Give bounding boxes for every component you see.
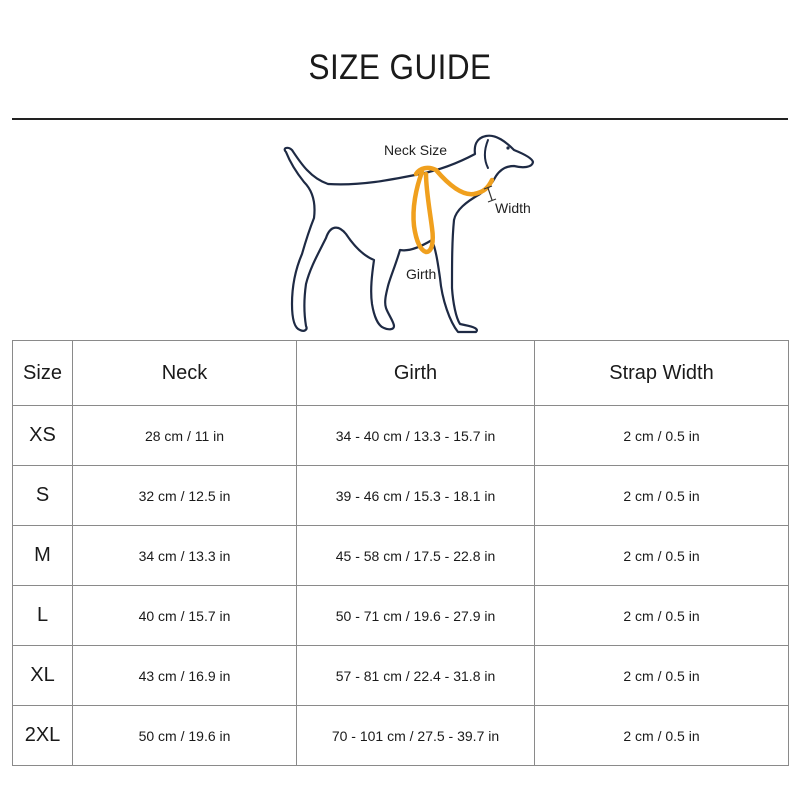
strap-width-cell: 2 cm / 0.5 in — [535, 646, 789, 706]
table-header-row — [13, 341, 789, 406]
header-strap-width: Strap Width — [535, 341, 789, 406]
size-cell: XS — [13, 406, 73, 466]
strap-width-cell: 2 cm / 0.5 in — [535, 586, 789, 646]
girth-cell: 34 - 40 cm / 13.3 - 15.7 in — [297, 406, 535, 466]
girth-cell: 50 - 71 cm / 19.6 - 27.9 in — [297, 586, 535, 646]
strap-width-cell: 2 cm / 0.5 in — [535, 466, 789, 526]
size-cell: M — [13, 526, 73, 586]
header-girth: Girth — [297, 341, 535, 406]
neck-cell: 40 cm / 15.7 in — [73, 586, 297, 646]
neck-size-label: Neck Size — [384, 142, 448, 158]
dog-outline — [285, 136, 533, 332]
girth-cell: 45 - 58 cm / 17.5 - 22.8 in — [297, 526, 535, 586]
header-size: Size — [13, 341, 73, 406]
neck-cell: 28 cm / 11 in — [73, 406, 297, 466]
title-divider — [12, 118, 788, 120]
width-label: Width — [495, 200, 531, 216]
table-row — [13, 466, 789, 526]
table-row — [13, 586, 789, 646]
dog-measurement-figure — [270, 128, 540, 338]
size-cell: L — [13, 586, 73, 646]
girth-label: Girth — [406, 266, 437, 282]
neck-cell: 50 cm / 19.6 in — [73, 706, 297, 766]
size-cell: S — [13, 466, 73, 526]
neck-cell: 34 cm / 13.3 in — [73, 526, 297, 586]
dog-eye — [506, 146, 509, 149]
strap-width-cell: 2 cm / 0.5 in — [535, 406, 789, 466]
page-title: SIZE GUIDE — [308, 48, 492, 87]
dog-illustration — [270, 128, 540, 338]
table-row — [13, 406, 789, 466]
neck-cell: 32 cm / 12.5 in — [73, 466, 297, 526]
strap-width-cell: 2 cm / 0.5 in — [535, 706, 789, 766]
size-cell: 2XL — [13, 706, 73, 766]
dog-ear — [485, 140, 488, 168]
size-table — [12, 340, 789, 766]
neck-cell: 43 cm / 16.9 in — [73, 646, 297, 706]
table-row — [13, 706, 789, 766]
table-row — [13, 646, 789, 706]
size-cell: XL — [13, 646, 73, 706]
strap-width-cell: 2 cm / 0.5 in — [535, 526, 789, 586]
header-neck: Neck — [73, 341, 297, 406]
girth-cell: 39 - 46 cm / 15.3 - 18.1 in — [297, 466, 535, 526]
table-row — [13, 526, 789, 586]
girth-cell: 70 - 101 cm / 27.5 - 39.7 in — [297, 706, 535, 766]
girth-cell: 57 - 81 cm / 22.4 - 31.8 in — [297, 646, 535, 706]
